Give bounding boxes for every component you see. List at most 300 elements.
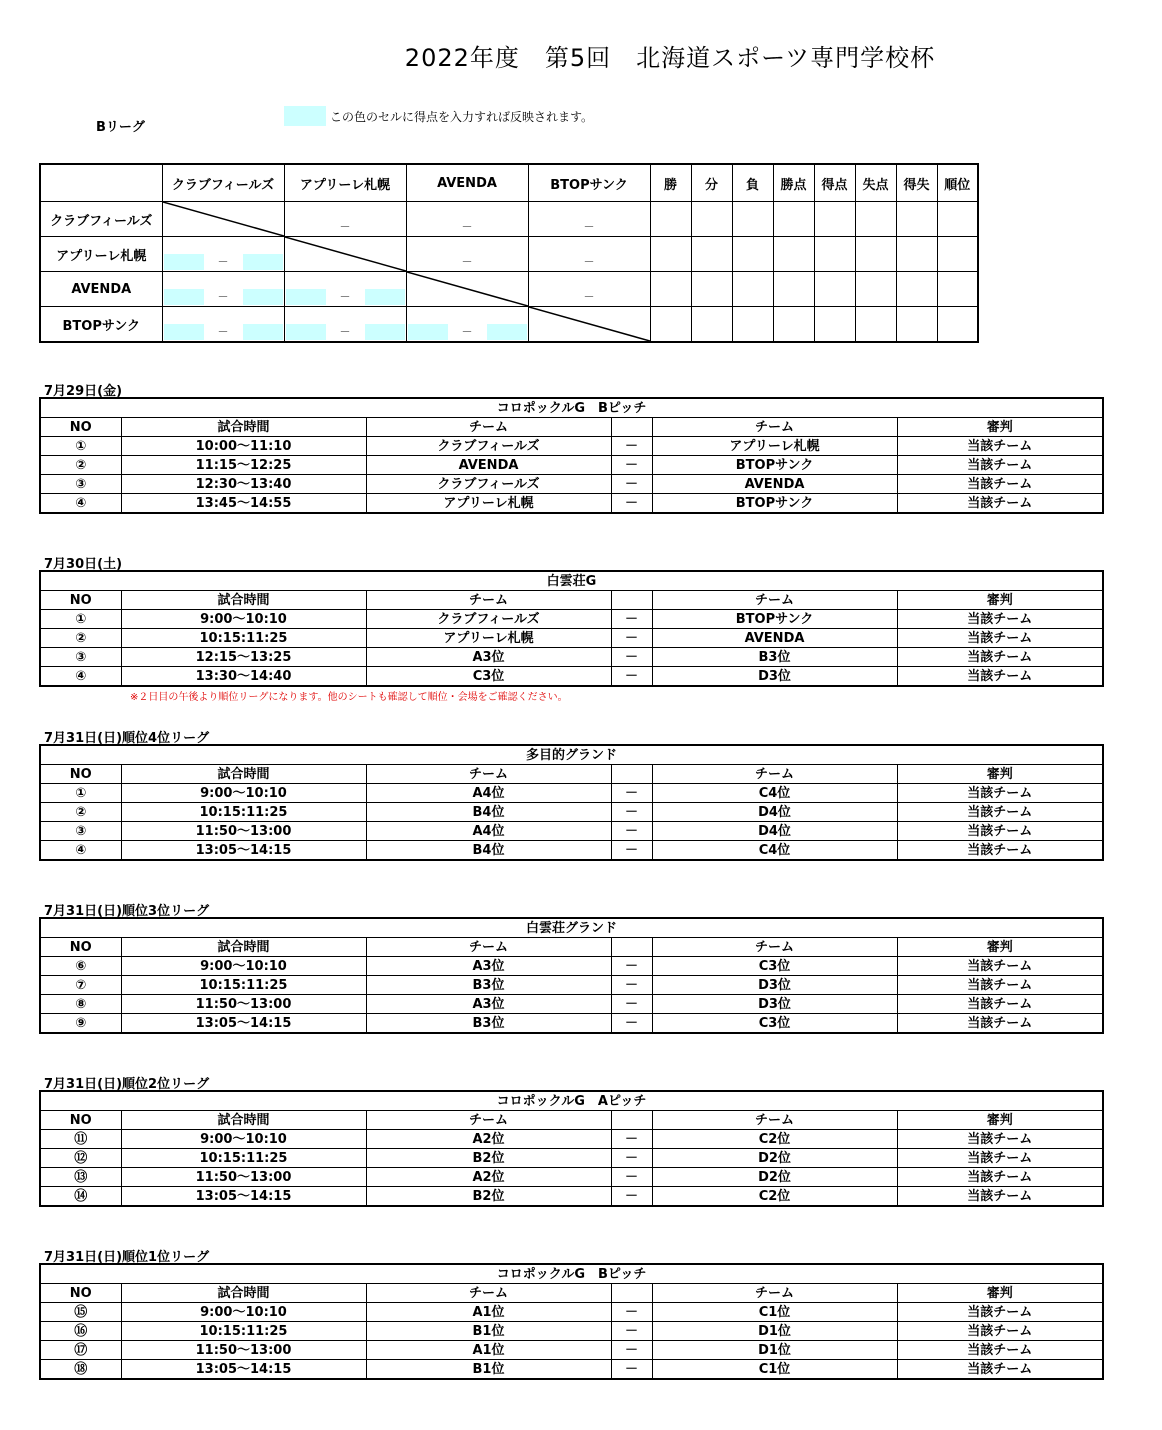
match-time: 9:00～10:10 xyxy=(121,957,366,976)
match-team2: AVENDA xyxy=(652,629,897,648)
matrix-stat-cell xyxy=(937,272,978,307)
match-time: 9:00～10:10 xyxy=(121,610,366,629)
match-referee: 当該チーム xyxy=(897,1149,1103,1168)
matrix-stat-cell xyxy=(896,237,937,272)
match-team1: A2位 xyxy=(366,1130,611,1149)
match-team2: C2位 xyxy=(652,1187,897,1207)
match-vs: － xyxy=(611,1341,652,1360)
match-referee: 当該チーム xyxy=(897,1322,1103,1341)
match-vs: － xyxy=(611,803,652,822)
match-vs: － xyxy=(611,841,652,861)
section-date: 7月30日(土) xyxy=(44,557,123,572)
match-team1: B3位 xyxy=(366,976,611,995)
match-row xyxy=(40,822,1103,841)
col-referee: 審判 xyxy=(897,1111,1103,1130)
schedule-table xyxy=(39,397,1104,514)
match-team1: A2位 xyxy=(366,1168,611,1187)
match-referee: 当該チーム xyxy=(897,976,1103,995)
match-no: ④ xyxy=(40,841,121,861)
match-no: ③ xyxy=(40,822,121,841)
match-row xyxy=(40,976,1103,995)
match-no: ⑧ xyxy=(40,995,121,1014)
matrix-stat-cell xyxy=(650,237,691,272)
match-team2: アプリーレ札幌 xyxy=(652,437,897,456)
match-vs: － xyxy=(611,822,652,841)
match-no: ② xyxy=(40,456,121,475)
match-vs: － xyxy=(611,667,652,687)
match-time: 10:15:11:25 xyxy=(121,1322,366,1341)
match-vs: － xyxy=(611,456,652,475)
match-team1: B2位 xyxy=(366,1187,611,1207)
matrix-diagonal-cell xyxy=(528,307,650,343)
match-referee: 当該チーム xyxy=(897,494,1103,514)
match-team1: クラブフィールズ xyxy=(366,610,611,629)
match-row xyxy=(40,437,1103,456)
match-vs: － xyxy=(611,610,652,629)
match-referee: 当該チーム xyxy=(897,437,1103,456)
legend-text: この色のセルに得点を入力すれば反映されます。 xyxy=(330,110,594,124)
match-no: ⑰ xyxy=(40,1341,121,1360)
matrix-score-cell[interactable] xyxy=(162,307,284,343)
match-referee: 当該チーム xyxy=(897,1014,1103,1034)
match-team2: AVENDA xyxy=(652,475,897,494)
match-row xyxy=(40,1322,1103,1341)
match-vs: － xyxy=(611,1187,652,1207)
section-date: 7月29日(金) xyxy=(44,384,123,399)
col-referee: 審判 xyxy=(897,938,1103,957)
match-vs: － xyxy=(611,629,652,648)
col-referee: 審判 xyxy=(897,1284,1103,1303)
match-team1: A3位 xyxy=(366,957,611,976)
match-team2: C4位 xyxy=(652,784,897,803)
match-referee: 当該チーム xyxy=(897,957,1103,976)
match-referee: 当該チーム xyxy=(897,610,1103,629)
score-dash: － xyxy=(339,220,351,233)
matrix-stat-cell xyxy=(855,202,896,237)
matrix-stat-cell xyxy=(691,307,732,343)
match-team2: D4位 xyxy=(652,822,897,841)
match-team2: C2位 xyxy=(652,1130,897,1149)
col-team1: チーム xyxy=(366,591,611,610)
schedule-table xyxy=(39,1263,1104,1380)
matrix-diagonal-cell xyxy=(406,272,528,307)
matrix-score-cell xyxy=(528,202,650,237)
col-no: NO xyxy=(40,418,121,437)
matrix-stat-cell xyxy=(814,307,855,343)
match-team1: A3位 xyxy=(366,648,611,667)
match-referee: 当該チーム xyxy=(897,995,1103,1014)
match-no: ⑪ xyxy=(40,1130,121,1149)
score-input-right[interactable] xyxy=(487,324,527,340)
match-team2: D1位 xyxy=(652,1341,897,1360)
match-row xyxy=(40,1303,1103,1322)
matrix-stat-cell xyxy=(814,272,855,307)
col-vs xyxy=(611,591,652,610)
schedule-table xyxy=(39,570,1104,687)
match-row xyxy=(40,475,1103,494)
match-referee: 当該チーム xyxy=(897,629,1103,648)
matrix-col-team: アプリーレ札幌 xyxy=(284,164,406,202)
match-vs: － xyxy=(611,957,652,976)
match-team1: A1位 xyxy=(366,1303,611,1322)
col-time: 試合時間 xyxy=(121,938,366,957)
match-row xyxy=(40,1341,1103,1360)
match-time: 10:15:11:25 xyxy=(121,976,366,995)
match-team2: C4位 xyxy=(652,841,897,861)
col-no: NO xyxy=(40,1111,121,1130)
legend-color-swatch xyxy=(284,106,326,126)
matrix-score-cell xyxy=(406,202,528,237)
league-label: Bリーグ xyxy=(96,120,145,135)
match-referee: 当該チーム xyxy=(897,1130,1103,1149)
match-referee: 当該チーム xyxy=(897,648,1103,667)
venue-header: 多目的グランド xyxy=(40,745,1103,765)
match-time: 12:15～13:25 xyxy=(121,648,366,667)
match-team2: D3位 xyxy=(652,667,897,687)
match-team1: AVENDA xyxy=(366,456,611,475)
match-time: 13:05～14:15 xyxy=(121,1360,366,1380)
section-date: 7月31日(日)順位3位リーグ xyxy=(44,904,210,919)
match-no: ① xyxy=(40,437,121,456)
matrix-col-team: BTOPサンク xyxy=(528,164,650,202)
score-dash: － xyxy=(583,290,595,303)
match-team1: クラブフィールズ xyxy=(366,437,611,456)
venue-header: コロポックルG Bピッチ xyxy=(40,398,1103,418)
matrix-stat-cell xyxy=(691,272,732,307)
match-no: ⑯ xyxy=(40,1322,121,1341)
matrix-stat-cell xyxy=(814,202,855,237)
match-team2: C3位 xyxy=(652,957,897,976)
matrix-stat-cell xyxy=(937,237,978,272)
matrix-stat-header: 分 xyxy=(691,164,732,202)
match-row xyxy=(40,629,1103,648)
match-team1: B1位 xyxy=(366,1322,611,1341)
matrix-col-team: クラブフィールズ xyxy=(162,164,284,202)
match-referee: 当該チーム xyxy=(897,841,1103,861)
matrix-stat-header: 順位 xyxy=(937,164,978,202)
section-date: 7月31日(日)順位1位リーグ xyxy=(44,1250,210,1265)
matrix-score-cell[interactable] xyxy=(284,307,406,343)
section-date: 7月31日(日)順位4位リーグ xyxy=(44,731,210,746)
matrix-row-team: クラブフィールズ xyxy=(40,202,162,237)
match-time: 9:00～10:10 xyxy=(121,1303,366,1322)
match-vs: － xyxy=(611,1322,652,1341)
match-row xyxy=(40,648,1103,667)
match-time: 11:50～13:00 xyxy=(121,995,366,1014)
venue-header: コロポックルG Aピッチ xyxy=(40,1091,1103,1111)
match-referee: 当該チーム xyxy=(897,784,1103,803)
match-vs: － xyxy=(611,1168,652,1187)
match-team1: アプリーレ札幌 xyxy=(366,494,611,514)
match-time: 12:30～13:40 xyxy=(121,475,366,494)
match-team2: BTOPサンク xyxy=(652,494,897,514)
match-row xyxy=(40,841,1103,861)
col-vs xyxy=(611,1284,652,1303)
col-referee: 審判 xyxy=(897,418,1103,437)
match-team1: A1位 xyxy=(366,1341,611,1360)
match-no: ⑦ xyxy=(40,976,121,995)
match-no: ④ xyxy=(40,667,121,687)
match-team1: クラブフィールズ xyxy=(366,475,611,494)
match-no: ⑱ xyxy=(40,1360,121,1380)
schedule-table xyxy=(39,744,1104,861)
matrix-stat-cell xyxy=(773,237,814,272)
match-vs: － xyxy=(611,1014,652,1034)
section-date: 7月31日(日)順位2位リーグ xyxy=(44,1077,210,1092)
score-dash: － xyxy=(461,255,473,268)
match-team1: A3位 xyxy=(366,995,611,1014)
score-dash: － xyxy=(583,255,595,268)
match-team2: D2位 xyxy=(652,1149,897,1168)
match-team2: D4位 xyxy=(652,803,897,822)
match-no: ③ xyxy=(40,475,121,494)
score-dash: － xyxy=(339,290,351,303)
match-row xyxy=(40,995,1103,1014)
schedule-table xyxy=(39,917,1104,1034)
matrix-stat-cell xyxy=(855,272,896,307)
matrix-stat-header: 得点 xyxy=(814,164,855,202)
match-team2: B3位 xyxy=(652,648,897,667)
col-time: 試合時間 xyxy=(121,591,366,610)
match-vs: － xyxy=(611,784,652,803)
match-no: ⑬ xyxy=(40,1168,121,1187)
match-row xyxy=(40,1168,1103,1187)
match-team1: C3位 xyxy=(366,667,611,687)
score-input-right[interactable] xyxy=(365,289,405,305)
page-title: 2022年度 第5回 北海道スポーツ専門学校杯 xyxy=(404,44,936,72)
matrix-stat-cell xyxy=(732,237,773,272)
match-no: ④ xyxy=(40,494,121,514)
match-no: ⑮ xyxy=(40,1303,121,1322)
match-team1: B4位 xyxy=(366,841,611,861)
matrix-stat-cell xyxy=(650,307,691,343)
matrix-stat-header: 負 xyxy=(732,164,773,202)
matrix-stat-cell xyxy=(855,237,896,272)
score-dash: － xyxy=(583,220,595,233)
match-row xyxy=(40,494,1103,514)
matrix-corner xyxy=(40,164,162,202)
matrix-score-cell[interactable] xyxy=(406,307,528,343)
match-team2: D3位 xyxy=(652,976,897,995)
matrix-stat-header: 勝点 xyxy=(773,164,814,202)
match-row xyxy=(40,667,1103,687)
matrix-score-cell xyxy=(528,272,650,307)
match-row xyxy=(40,610,1103,629)
match-referee: 当該チーム xyxy=(897,1187,1103,1207)
matrix-stat-cell xyxy=(650,202,691,237)
matrix-diagonal-cell xyxy=(284,237,406,272)
match-time: 11:50～13:00 xyxy=(121,1168,366,1187)
match-time: 13:30～14:40 xyxy=(121,667,366,687)
match-team1: B3位 xyxy=(366,1014,611,1034)
match-row xyxy=(40,803,1103,822)
matrix-stat-cell xyxy=(773,307,814,343)
col-vs xyxy=(611,765,652,784)
match-time: 10:00～11:10 xyxy=(121,437,366,456)
col-vs xyxy=(611,418,652,437)
matrix-stat-cell xyxy=(896,307,937,343)
matrix-col-team: AVENDA xyxy=(406,164,528,202)
match-row xyxy=(40,957,1103,976)
match-referee: 当該チーム xyxy=(897,803,1103,822)
score-input-right[interactable] xyxy=(243,289,283,305)
score-input-right[interactable] xyxy=(365,324,405,340)
match-team1: B2位 xyxy=(366,1149,611,1168)
match-referee: 当該チーム xyxy=(897,822,1103,841)
matrix-stat-cell xyxy=(896,202,937,237)
match-team2: C1位 xyxy=(652,1303,897,1322)
venue-header: 白雲荘グランド xyxy=(40,918,1103,938)
match-no: ⑨ xyxy=(40,1014,121,1034)
match-time: 13:05～14:15 xyxy=(121,841,366,861)
matrix-stat-cell xyxy=(650,272,691,307)
score-dash: － xyxy=(217,255,229,268)
match-no: ⑫ xyxy=(40,1149,121,1168)
match-no: ⑥ xyxy=(40,957,121,976)
match-no: ① xyxy=(40,784,121,803)
match-no: ③ xyxy=(40,648,121,667)
matrix-score-cell xyxy=(284,202,406,237)
match-vs: － xyxy=(611,494,652,514)
score-input-right[interactable] xyxy=(243,324,283,340)
col-vs xyxy=(611,1111,652,1130)
col-no: NO xyxy=(40,1284,121,1303)
matrix-stat-cell xyxy=(773,272,814,307)
match-team2: BTOPサンク xyxy=(652,456,897,475)
matrix-stat-header: 勝 xyxy=(650,164,691,202)
match-row xyxy=(40,784,1103,803)
match-no: ② xyxy=(40,803,121,822)
col-time: 試合時間 xyxy=(121,418,366,437)
score-dash: － xyxy=(339,325,351,338)
matrix-row-team: AVENDA xyxy=(40,272,162,307)
matrix-row-team: BTOPサンク xyxy=(40,307,162,343)
match-team2: C3位 xyxy=(652,1014,897,1034)
col-team1: チーム xyxy=(366,938,611,957)
match-vs: － xyxy=(611,1149,652,1168)
venue-header: 白雲荘G xyxy=(40,571,1103,591)
match-referee: 当該チーム xyxy=(897,475,1103,494)
col-referee: 審判 xyxy=(897,591,1103,610)
col-team2: チーム xyxy=(652,765,897,784)
match-no: ① xyxy=(40,610,121,629)
match-row xyxy=(40,1360,1103,1380)
match-time: 11:50～13:00 xyxy=(121,822,366,841)
match-vs: － xyxy=(611,976,652,995)
match-referee: 当該チーム xyxy=(897,1341,1103,1360)
matrix-stat-cell xyxy=(732,307,773,343)
match-time: 13:45～14:55 xyxy=(121,494,366,514)
match-referee: 当該チーム xyxy=(897,1168,1103,1187)
match-referee: 当該チーム xyxy=(897,456,1103,475)
matrix-stat-cell xyxy=(732,272,773,307)
matrix-stat-header: 得失 xyxy=(896,164,937,202)
match-team1: B4位 xyxy=(366,803,611,822)
match-time: 11:50～13:00 xyxy=(121,1341,366,1360)
matrix-stat-cell xyxy=(937,307,978,343)
match-row xyxy=(40,1149,1103,1168)
match-referee: 当該チーム xyxy=(897,1303,1103,1322)
matrix-stat-cell xyxy=(732,202,773,237)
score-dash: － xyxy=(217,325,229,338)
col-vs xyxy=(611,938,652,957)
match-vs: － xyxy=(611,1360,652,1380)
match-time: 9:00～10:10 xyxy=(121,1130,366,1149)
matrix-stat-header: 失点 xyxy=(855,164,896,202)
score-input-right[interactable] xyxy=(243,254,283,270)
match-team1: A4位 xyxy=(366,822,611,841)
col-team1: チーム xyxy=(366,765,611,784)
match-referee: 当該チーム xyxy=(897,667,1103,687)
matrix-stat-cell xyxy=(937,202,978,237)
col-no: NO xyxy=(40,591,121,610)
score-dash: － xyxy=(461,325,473,338)
standings-matrix xyxy=(39,163,979,343)
match-team2: D2位 xyxy=(652,1168,897,1187)
match-time: 11:15～12:25 xyxy=(121,456,366,475)
match-no: ⑭ xyxy=(40,1187,121,1207)
matrix-stat-cell xyxy=(691,237,732,272)
score-dash: － xyxy=(461,220,473,233)
col-team2: チーム xyxy=(652,591,897,610)
match-vs: － xyxy=(611,648,652,667)
match-vs: － xyxy=(611,1303,652,1322)
match-team2: C1位 xyxy=(652,1360,897,1380)
match-row xyxy=(40,1014,1103,1034)
match-row xyxy=(40,456,1103,475)
col-team2: チーム xyxy=(652,938,897,957)
col-no: NO xyxy=(40,938,121,957)
matrix-score-cell xyxy=(406,237,528,272)
col-team1: チーム xyxy=(366,1111,611,1130)
match-vs: － xyxy=(611,475,652,494)
match-team2: BTOPサンク xyxy=(652,610,897,629)
match-time: 10:15:11:25 xyxy=(121,803,366,822)
match-vs: － xyxy=(611,437,652,456)
matrix-stat-cell xyxy=(896,272,937,307)
score-dash: － xyxy=(217,290,229,303)
schedule-table xyxy=(39,1090,1104,1207)
matrix-stat-cell xyxy=(814,237,855,272)
matrix-score-cell[interactable] xyxy=(284,272,406,307)
match-team1: アプリーレ札幌 xyxy=(366,629,611,648)
match-team2: D3位 xyxy=(652,995,897,1014)
col-time: 試合時間 xyxy=(121,765,366,784)
match-no: ② xyxy=(40,629,121,648)
matrix-score-cell[interactable] xyxy=(162,272,284,307)
matrix-score-cell xyxy=(528,237,650,272)
col-time: 試合時間 xyxy=(121,1284,366,1303)
match-time: 9:00～10:10 xyxy=(121,784,366,803)
match-row xyxy=(40,1130,1103,1149)
match-time: 10:15:11:25 xyxy=(121,629,366,648)
schedule-note: ※２日目の午後より順位リーグになります。他のシートも確認して順位・会場をご確認ください。 xyxy=(130,692,568,703)
match-vs: － xyxy=(611,1130,652,1149)
match-team1: A4位 xyxy=(366,784,611,803)
col-referee: 審判 xyxy=(897,765,1103,784)
match-time: 10:15:11:25 xyxy=(121,1149,366,1168)
col-team2: チーム xyxy=(652,418,897,437)
venue-header: コロポックルG Bピッチ xyxy=(40,1264,1103,1284)
col-time: 試合時間 xyxy=(121,1111,366,1130)
col-team2: チーム xyxy=(652,1111,897,1130)
match-row xyxy=(40,1187,1103,1207)
matrix-score-cell[interactable] xyxy=(162,237,284,272)
match-vs: － xyxy=(611,995,652,1014)
matrix-stat-cell xyxy=(855,307,896,343)
match-referee: 当該チーム xyxy=(897,1360,1103,1380)
col-no: NO xyxy=(40,765,121,784)
